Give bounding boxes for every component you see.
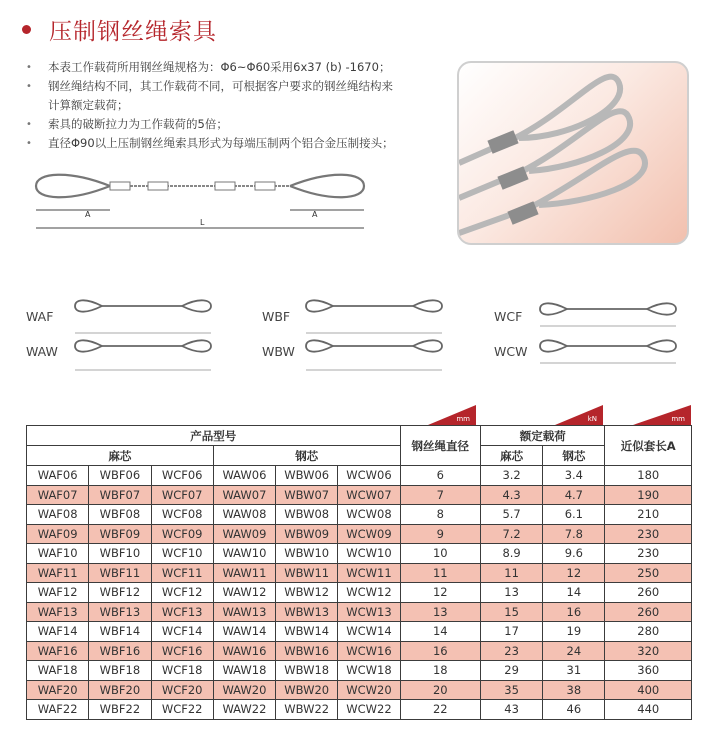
table-cell: WBF10 [89, 544, 151, 564]
unit-tab-length [633, 405, 691, 425]
table-cell: 8.9 [480, 544, 542, 564]
table-cell: WAF22 [27, 700, 89, 720]
table-row [27, 641, 692, 661]
table-cell: 29 [480, 661, 542, 681]
table-cell: WCW13 [338, 602, 400, 622]
table-cell: WBW18 [276, 661, 338, 681]
svg-text:A: A [312, 210, 318, 219]
table-cell: WBF11 [89, 563, 151, 583]
table-cell: WAF08 [27, 505, 89, 525]
table-cell: 190 [605, 485, 692, 505]
table-cell: WCW07 [338, 485, 400, 505]
table-cell: WBW13 [276, 602, 338, 622]
table-cell: WBW07 [276, 485, 338, 505]
header-load-hemp: 麻芯 [480, 446, 542, 466]
page-title-text: 压制钢丝绳索具 [49, 18, 217, 45]
table-cell: WAW12 [213, 583, 275, 603]
header-rope-diameter: 钢丝绳直径 [400, 426, 480, 466]
note-item [26, 115, 446, 134]
note-item [26, 134, 446, 153]
table-cell: WBF13 [89, 602, 151, 622]
table-cell: 16 [543, 602, 605, 622]
page-title [22, 12, 217, 46]
table-cell: 3.4 [543, 466, 605, 486]
table-cell: WBF20 [89, 680, 151, 700]
table-cell: WAF18 [27, 661, 89, 681]
table-row [27, 661, 692, 681]
table-cell: 260 [605, 602, 692, 622]
table-cell: WCF08 [151, 505, 213, 525]
notes-list [26, 58, 446, 153]
table-cell: WBW10 [276, 544, 338, 564]
table-cell: WBF22 [89, 700, 151, 720]
table-cell: WCF13 [151, 602, 213, 622]
table-cell: 13 [480, 583, 542, 603]
table-cell: 9.6 [543, 544, 605, 564]
table-cell: WCW16 [338, 641, 400, 661]
note-text: 直径Φ90以上压制钢丝绳索具形式为每端压制两个铝合金压制接头； [48, 136, 394, 150]
table-cell: 24 [543, 641, 605, 661]
table-cell: WBW11 [276, 563, 338, 583]
note-item [26, 58, 446, 77]
table-cell: WCW22 [338, 700, 400, 720]
bullet-icon [22, 25, 31, 34]
table-row [27, 563, 692, 583]
table-cell: 16 [400, 641, 480, 661]
table-cell: WAW11 [213, 563, 275, 583]
table-cell: WBF09 [89, 524, 151, 544]
table-body [27, 466, 692, 720]
table-cell: WCF16 [151, 641, 213, 661]
table-cell: 38 [543, 680, 605, 700]
note-text: 索具的破断拉力为工作载荷的5倍； [48, 117, 228, 131]
table-cell: WCW06 [338, 466, 400, 486]
label-a: A [85, 210, 91, 219]
table-cell: WBW09 [276, 524, 338, 544]
table-cell: WAW18 [213, 661, 275, 681]
unit-tab-diameter [428, 405, 476, 425]
table-cell: WCF22 [151, 700, 213, 720]
table-cell: 31 [543, 661, 605, 681]
table-cell: 12 [543, 563, 605, 583]
table-cell: 43 [480, 700, 542, 720]
table-cell: WAW20 [213, 680, 275, 700]
table-cell: WCF18 [151, 661, 213, 681]
note-text: 本表工作载荷所用钢丝绳规格为：Φ6~Φ60采用6x37 (b) -1670； [48, 60, 391, 74]
table-cell: 4.7 [543, 485, 605, 505]
table-cell: 35 [480, 680, 542, 700]
table-cell: WAW22 [213, 700, 275, 720]
bullet-icon: • [26, 81, 32, 92]
table-cell: WAF09 [27, 524, 89, 544]
table-row [27, 466, 692, 486]
table-cell: 13 [400, 602, 480, 622]
table-cell: 17 [480, 622, 542, 642]
table-cell: 11 [400, 563, 480, 583]
table-cell: 360 [605, 661, 692, 681]
table-cell: WCF11 [151, 563, 213, 583]
table-cell: 280 [605, 622, 692, 642]
header-sleeve-length: 近似套长A [605, 426, 692, 466]
table-cell: 10 [400, 544, 480, 564]
table-row [27, 602, 692, 622]
table-cell: WBF18 [89, 661, 151, 681]
header-load-steel: 钢芯 [543, 446, 605, 466]
table-cell: WAF20 [27, 680, 89, 700]
diagram-label-wcf: WCF [494, 309, 523, 324]
table-cell: 3.2 [480, 466, 542, 486]
table-cell: 250 [605, 563, 692, 583]
table-cell: 18 [400, 661, 480, 681]
unit-label: kN [587, 415, 597, 423]
table-cell: 46 [543, 700, 605, 720]
svg-text:L: L [200, 218, 205, 227]
note-item [26, 77, 446, 96]
table-cell: WCW20 [338, 680, 400, 700]
sling-diagram-wcf-wcw [537, 300, 682, 370]
table-cell: WAW09 [213, 524, 275, 544]
table-cell: 180 [605, 466, 692, 486]
table-cell: WBF08 [89, 505, 151, 525]
table-cell: WAW07 [213, 485, 275, 505]
table-row [27, 544, 692, 564]
header-product-model: 产品型号 [27, 426, 401, 446]
table-cell: WAF10 [27, 544, 89, 564]
table-cell: 7.8 [543, 524, 605, 544]
table-cell: 19 [543, 622, 605, 642]
note-text: 钢丝绳结构不同，其工作载荷不同，可根据客户要求的钢丝绳结构来 [48, 79, 393, 93]
table-cell: WBW06 [276, 466, 338, 486]
table-cell: WBW12 [276, 583, 338, 603]
table-cell: WCW09 [338, 524, 400, 544]
table-cell: 320 [605, 641, 692, 661]
unit-label: mm [671, 415, 685, 423]
table-cell: 230 [605, 544, 692, 564]
table-cell: WCW18 [338, 661, 400, 681]
table-cell: 14 [400, 622, 480, 642]
sling-diagram [30, 170, 370, 240]
diagram-label-waw: WAW [26, 344, 58, 359]
bullet-icon: • [26, 62, 32, 73]
table-cell: WCF20 [151, 680, 213, 700]
table-cell: WBW14 [276, 622, 338, 642]
table-cell: 5.7 [480, 505, 542, 525]
table-cell: 230 [605, 524, 692, 544]
sling-diagram-wbf-wbw [303, 297, 448, 375]
table-cell: WBW20 [276, 680, 338, 700]
header-hemp-core: 麻芯 [27, 446, 214, 466]
table-cell: WAW13 [213, 602, 275, 622]
table-cell: 20 [400, 680, 480, 700]
table-cell: WBW08 [276, 505, 338, 525]
table-cell: 260 [605, 583, 692, 603]
bullet-icon: • [26, 119, 32, 130]
table-row [27, 622, 692, 642]
note-text: 计算额定载荷； [48, 98, 129, 112]
diagram-label-wbw: WBW [262, 344, 295, 359]
table-cell: WBF12 [89, 583, 151, 603]
table-row [27, 485, 692, 505]
table-cell: WCW12 [338, 583, 400, 603]
table-cell: WCF12 [151, 583, 213, 603]
header-steel-core: 钢芯 [213, 446, 400, 466]
table-cell: WAF13 [27, 602, 89, 622]
table-cell: 7.2 [480, 524, 542, 544]
table-cell: WCF07 [151, 485, 213, 505]
table-cell: 15 [480, 602, 542, 622]
table-cell: 22 [400, 700, 480, 720]
diagram-label-wcw: WCW [494, 344, 528, 359]
table-cell: 23 [480, 641, 542, 661]
unit-tab-load [555, 405, 603, 425]
table-cell: WBW16 [276, 641, 338, 661]
diagram-label-waf: WAF [26, 309, 54, 324]
table-cell: 11 [480, 563, 542, 583]
table-row [27, 524, 692, 544]
table-cell: 8 [400, 505, 480, 525]
table-cell: WAF14 [27, 622, 89, 642]
note-item [26, 96, 446, 115]
table-cell: WBF14 [89, 622, 151, 642]
spacer [26, 96, 48, 115]
table-cell: WCW10 [338, 544, 400, 564]
table-cell: WAF11 [27, 563, 89, 583]
table-row [27, 583, 692, 603]
sling-diagram-waf-waw [72, 297, 217, 375]
table-cell: WAW08 [213, 505, 275, 525]
table-cell: WAW16 [213, 641, 275, 661]
table-cell: 9 [400, 524, 480, 544]
table-cell: 210 [605, 505, 692, 525]
table-cell: 6 [400, 466, 480, 486]
table-cell: 400 [605, 680, 692, 700]
table-row [27, 680, 692, 700]
table-cell: 6.1 [543, 505, 605, 525]
table-cell: 14 [543, 583, 605, 603]
header-rated-load: 额定载荷 [480, 426, 605, 446]
table-row [27, 505, 692, 525]
unit-label: mm [456, 415, 470, 423]
table-cell: WAW10 [213, 544, 275, 564]
table-cell: WAF16 [27, 641, 89, 661]
table-cell: WBF06 [89, 466, 151, 486]
table-cell: WCW11 [338, 563, 400, 583]
table-cell: WCF10 [151, 544, 213, 564]
table-cell: WCF06 [151, 466, 213, 486]
table-cell: WCF14 [151, 622, 213, 642]
table-cell: 4.3 [480, 485, 542, 505]
table-cell: WBF16 [89, 641, 151, 661]
table-cell: WCW14 [338, 622, 400, 642]
table-cell: WBF07 [89, 485, 151, 505]
table-cell: WAF12 [27, 583, 89, 603]
table-cell: WBW22 [276, 700, 338, 720]
table-cell: WAF07 [27, 485, 89, 505]
diagram-label-wbf: WBF [262, 309, 291, 324]
table-cell: WCF09 [151, 524, 213, 544]
table-cell: 440 [605, 700, 692, 720]
table-cell: 7 [400, 485, 480, 505]
table-cell: WAW14 [213, 622, 275, 642]
table-cell: WCW08 [338, 505, 400, 525]
table-cell: WAF06 [27, 466, 89, 486]
product-photo [457, 61, 689, 245]
spec-table [26, 425, 692, 720]
bullet-icon: • [26, 138, 32, 149]
table-row [27, 700, 692, 720]
table-cell: WAW06 [213, 466, 275, 486]
table-cell: 12 [400, 583, 480, 603]
